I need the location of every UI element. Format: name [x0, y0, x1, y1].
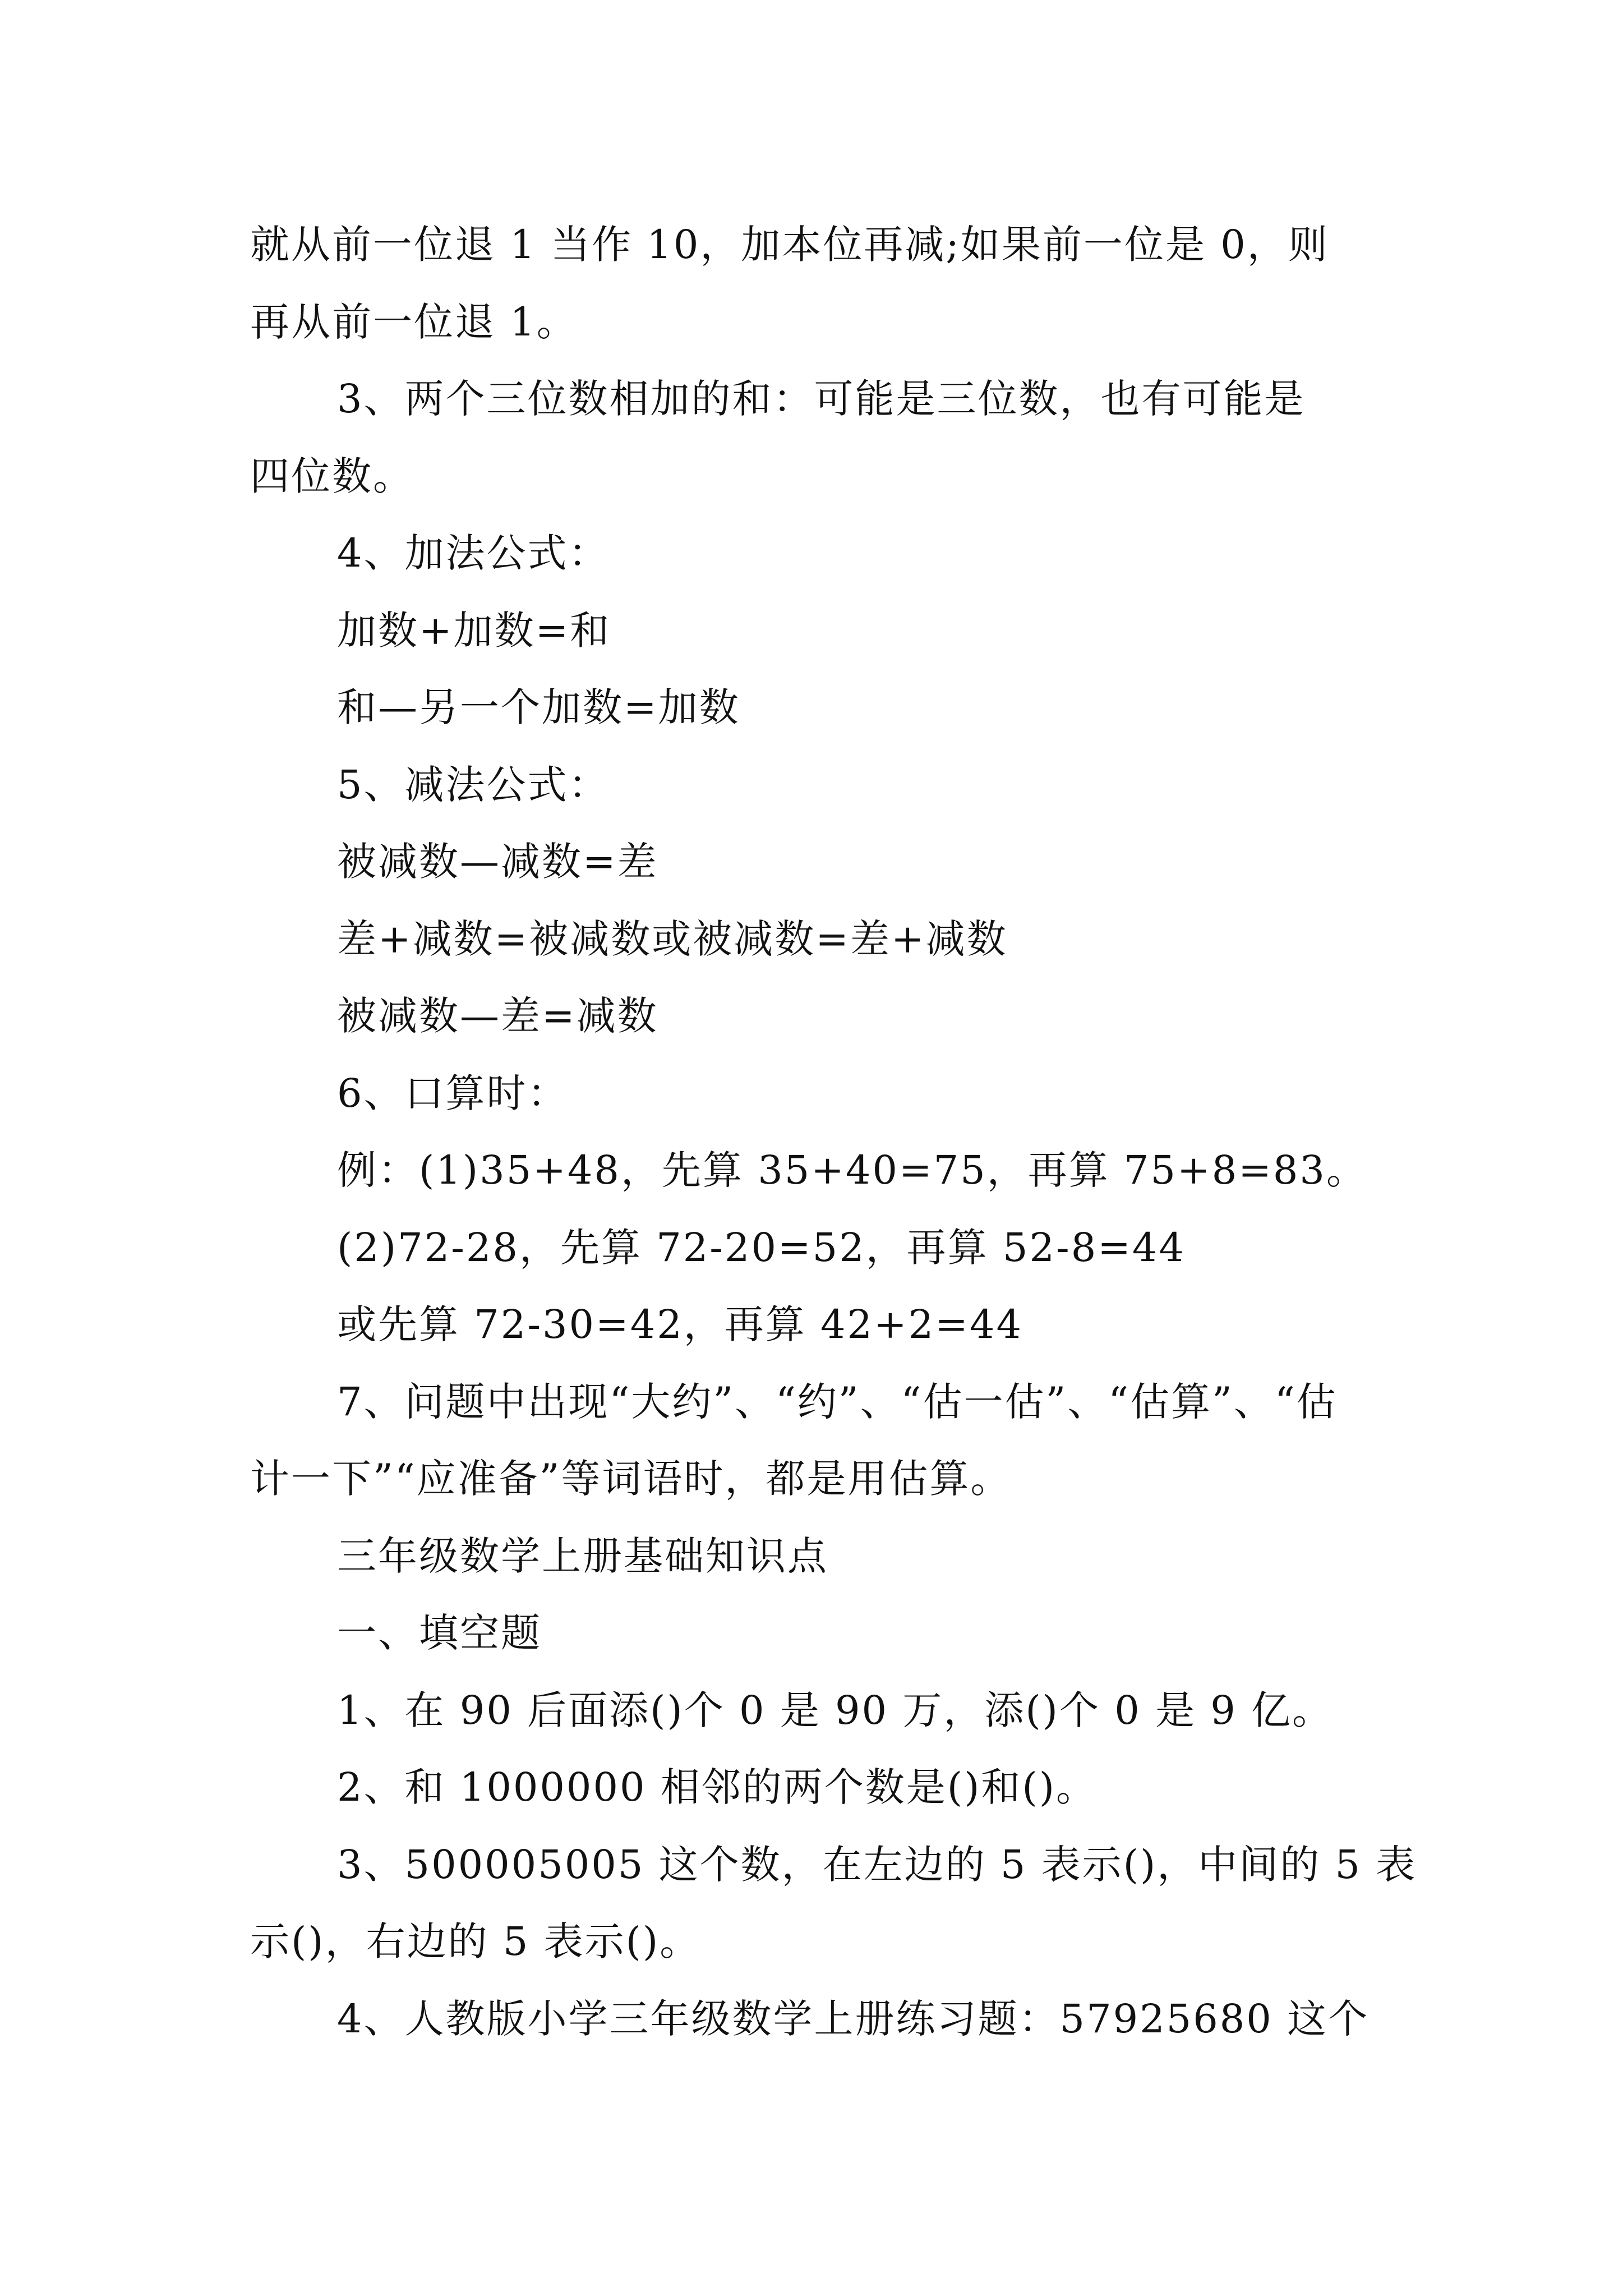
section-heading: 5、减法公式：: [337, 761, 610, 808]
formula-line: 被减数—减数=差: [337, 839, 658, 885]
question-line: 2、和 1000000 相邻的两个数是()和()。: [337, 1764, 1098, 1810]
section-heading: 4、加法公式：: [337, 530, 610, 576]
text-line: 计一下”“应准备”等词语时，都是用估算。: [250, 1456, 1012, 1502]
section-heading: 6、口算时：: [337, 1070, 569, 1116]
example-line: 或先算 72-30=42，再算 42+2=44: [337, 1301, 1023, 1347]
example-line: 例：(1)35+48，先算 35+40=75，再算 75+8=83。: [337, 1147, 1367, 1193]
document-body: [250, 206, 1417, 2058]
question-line: 1、在 90 后面添()个 0 是 90 万，添()个 0 是 9 亿。: [337, 1687, 1334, 1733]
question-line: 示()，右边的 5 表示()。: [250, 1918, 701, 1964]
section-title: 三年级数学上册基础知识点: [337, 1533, 828, 1579]
text-line: 7、问题中出现“大约”、“约”、“估一估”、“估算”、“估: [337, 1378, 1338, 1425]
question-line: 3、500005005 这个数，在左边的 5 表示()，中间的 5 表: [337, 1841, 1417, 1888]
formula-line: 加数+加数=和: [337, 607, 611, 654]
example-line: (2)72-28，先算 72-20=52，再算 52-8=44: [337, 1224, 1186, 1271]
formula-line: 差+减数=被减数或被减数=差+减数: [337, 915, 1008, 962]
text-line: 就从前一位退 1 当作 10，加本位再减;如果前一位是 0，则: [250, 222, 1329, 268]
question-line: 4、人教版小学三年级数学上册练习题：57925680 这个: [337, 1995, 1370, 2042]
text-line: 四位数。: [250, 453, 414, 499]
formula-line: 和—另一个加数=加数: [337, 684, 740, 730]
formula-line: 被减数—差=减数: [337, 993, 658, 1039]
text-line: 再从前一位退 1。: [250, 298, 578, 345]
section-heading: 一、填空题: [337, 1610, 542, 1656]
text-line: 3、两个三位数相加的和：可能是三位数，也有可能是: [337, 376, 1306, 422]
